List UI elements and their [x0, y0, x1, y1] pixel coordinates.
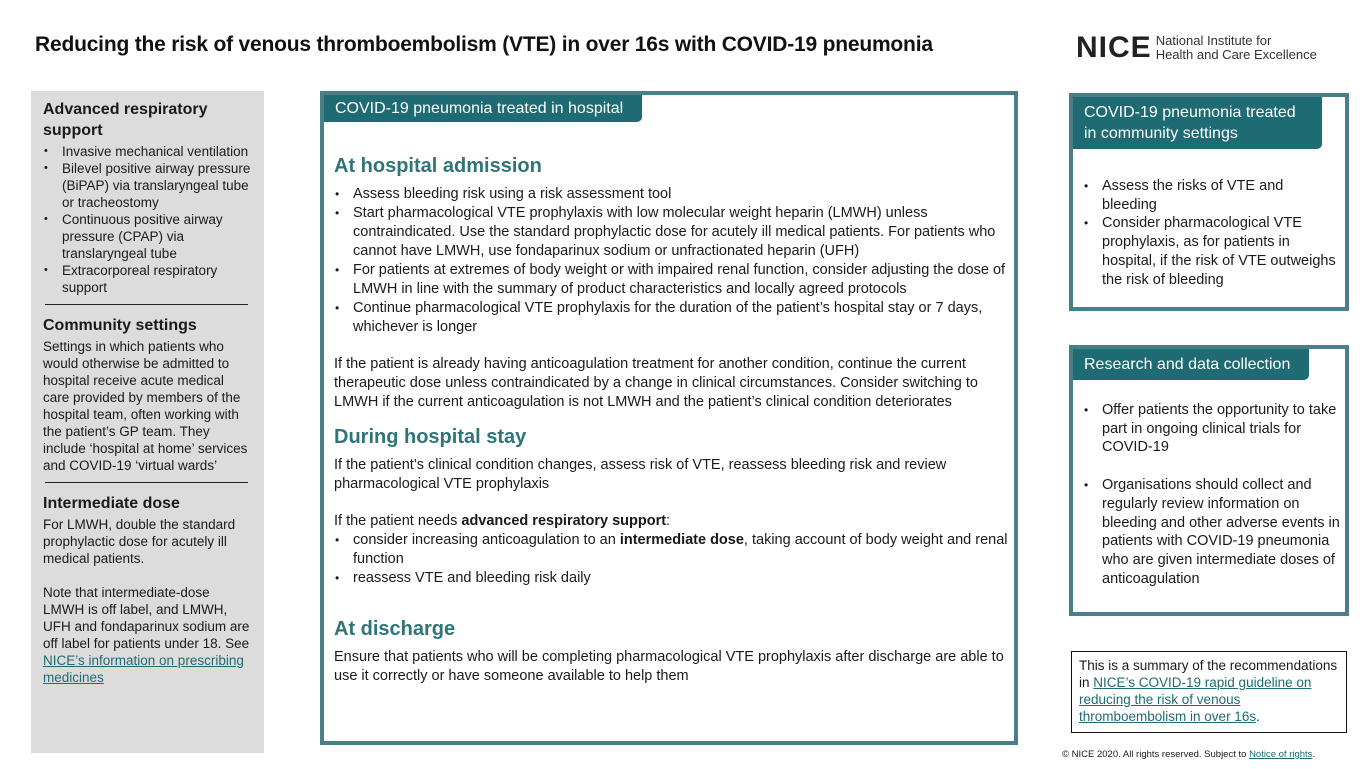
off-label-note	[43, 584, 252, 686]
community-panel-tab: COVID-19 pneumonia treated in community settings	[1073, 97, 1322, 149]
page-title: Reducing the risk of venous thromboembolism (VTE) in over 16s with COVID-19 pneumonia	[35, 33, 933, 56]
list-item: • Consider pharmacological VTE prophylaxis, as for patients in hospital, if the risk of VTE outweighs the risk of bleeding	[1083, 214, 1338, 289]
discharge-heading: At discharge	[334, 618, 456, 640]
logo-line-1: National Institute for	[1155, 33, 1272, 48]
list-item: • Bilevel positive airway pressure (BiPAP) via translaryngeal tube or tracheostomy	[43, 160, 252, 211]
item-bold: intermediate dose	[619, 532, 744, 548]
anticoagulation-paragraph: If the patient is already having anticoagulation treatment for another condition, continue the current therapeutic dose unless contraindicated by a change in clinical circumstances. Consider switching to LMWH if the current anticoagulation is not LMWH and the patient’s clinical condition deteriorates	[334, 356, 978, 410]
summary-end: .	[1256, 709, 1260, 724]
notice-of-rights-link[interactable]: Notice of rights	[1249, 749, 1313, 760]
divider	[45, 304, 248, 305]
hospital-panel-content	[334, 153, 1009, 686]
intro-colon: :	[666, 513, 671, 529]
copyright	[1062, 749, 1315, 760]
intermediate-dose-text: For LMWH, double the standard prophylactic dose for acutely ill medical patients.	[43, 517, 236, 566]
logo-line-2: Health and Care Excellence	[1155, 47, 1317, 62]
community-list	[1083, 177, 1338, 289]
list-item	[334, 531, 1009, 569]
logo-text	[1156, 34, 1317, 62]
intro-text: If the patient needs	[334, 513, 462, 529]
prescribing-medicines-link[interactable]: NICE’s information on prescribing medicines	[43, 653, 244, 685]
community-panel	[1069, 93, 1349, 311]
list-item: • Invasive mechanical ventilation	[43, 143, 252, 160]
advanced-support-intro	[334, 512, 1009, 531]
logo-mark: NICE	[1076, 31, 1152, 64]
item-text: consider increasing anticoagulation to an	[353, 532, 620, 548]
summary-text: This is a summary of the recommendations in	[1079, 658, 1338, 690]
community-settings-heading: Community settings	[43, 317, 197, 334]
hospital-stay-paragraph: If the patient’s clinical condition changes, assess risk of VTE, reassess bleeding risk and review pharmacological VTE prophylaxis	[334, 457, 947, 492]
list-item: • Continue pharmacological VTE prophylaxis for the duration of the patient’s hospital stay or 7 days, whichever is longer	[334, 299, 1009, 337]
advanced-support-list	[43, 143, 252, 296]
off-label-text: Note that intermediate-dose LMWH is off label, and LMWH, UFH and fondaparinux sodium are off label for patients under 18. See	[43, 585, 250, 651]
research-list	[1083, 401, 1341, 588]
hospital-panel	[320, 91, 1018, 745]
list-item: • Assess the risks of VTE and bleeding	[1083, 177, 1338, 214]
list-item: • Assess bleeding risk using a risk assessment tool	[334, 185, 1009, 204]
intro-bold: advanced respiratory support	[461, 513, 667, 529]
list-item: • Continuous positive airway pressure (CPAP) via translaryngeal tube	[43, 211, 252, 262]
summary-box	[1071, 651, 1347, 733]
nice-logo	[1076, 33, 1317, 63]
intermediate-dose-heading: Intermediate dose	[43, 495, 180, 512]
divider	[45, 482, 248, 483]
item-text: , taking account of body weight and renal function	[353, 532, 1008, 567]
community-settings-text: Settings in which patients who would otherwise be admitted to hospital receive acute medical care provided by members of the hospital team, often working with the patient’s GP team. They include ‘hospital at home’ services and COVID-19 ‘virtual wards’	[43, 339, 248, 473]
guideline-link[interactable]: NICE’s COVID-19 rapid guideline on reducing the risk of venous thromboembolism in over 16s	[1079, 675, 1312, 724]
list-item: • reassess VTE and bleeding risk daily	[334, 569, 1009, 588]
definitions-sidebar	[31, 91, 264, 753]
list-item: • Start pharmacological VTE prophylaxis with low molecular weight heparin (LMWH) unless contraindicated. Use the standard prophylactic dose for acutely ill medical patients. For patients who cannot have LMWH, use fondaparinux sodium or unfractionated heparin (UFH)	[334, 204, 1009, 261]
admission-list	[334, 185, 1009, 337]
discharge-paragraph: Ensure that patients who will be completing pharmacological VTE prophylaxis after discharge are able to use it correctly or have someone available to help them	[334, 649, 1004, 684]
list-item: • For patients at extremes of body weight or with impaired renal function, consider adjusting the dose of LMWH in line with the summary of product characteristics and locally agreed protocols	[334, 261, 1009, 299]
copyright-text: © NICE 2020. All rights reserved. Subject to	[1062, 749, 1250, 760]
advanced-support-actions	[334, 531, 1009, 588]
list-item: • Extracorporeal respiratory support	[43, 262, 252, 296]
hospital-panel-tab: COVID-19 pneumonia treated in hospital	[324, 95, 642, 122]
hospital-stay-heading: During hospital stay	[334, 426, 527, 448]
advanced-support-heading: Advanced respiratory support	[43, 101, 208, 139]
list-item: • Organisations should collect and regularly review information on bleeding and other adverse events in patients with COVID-19 pneumonia who are given intermediate doses of anticoagulation	[1083, 476, 1341, 588]
research-panel-tab: Research and data collection	[1073, 349, 1309, 380]
admission-heading: At hospital admission	[334, 155, 542, 177]
list-item: • Offer patients the opportunity to take part in ongoing clinical trials for COVID-19	[1083, 401, 1341, 457]
research-panel	[1069, 345, 1349, 616]
copyright-end: .	[1312, 749, 1316, 760]
